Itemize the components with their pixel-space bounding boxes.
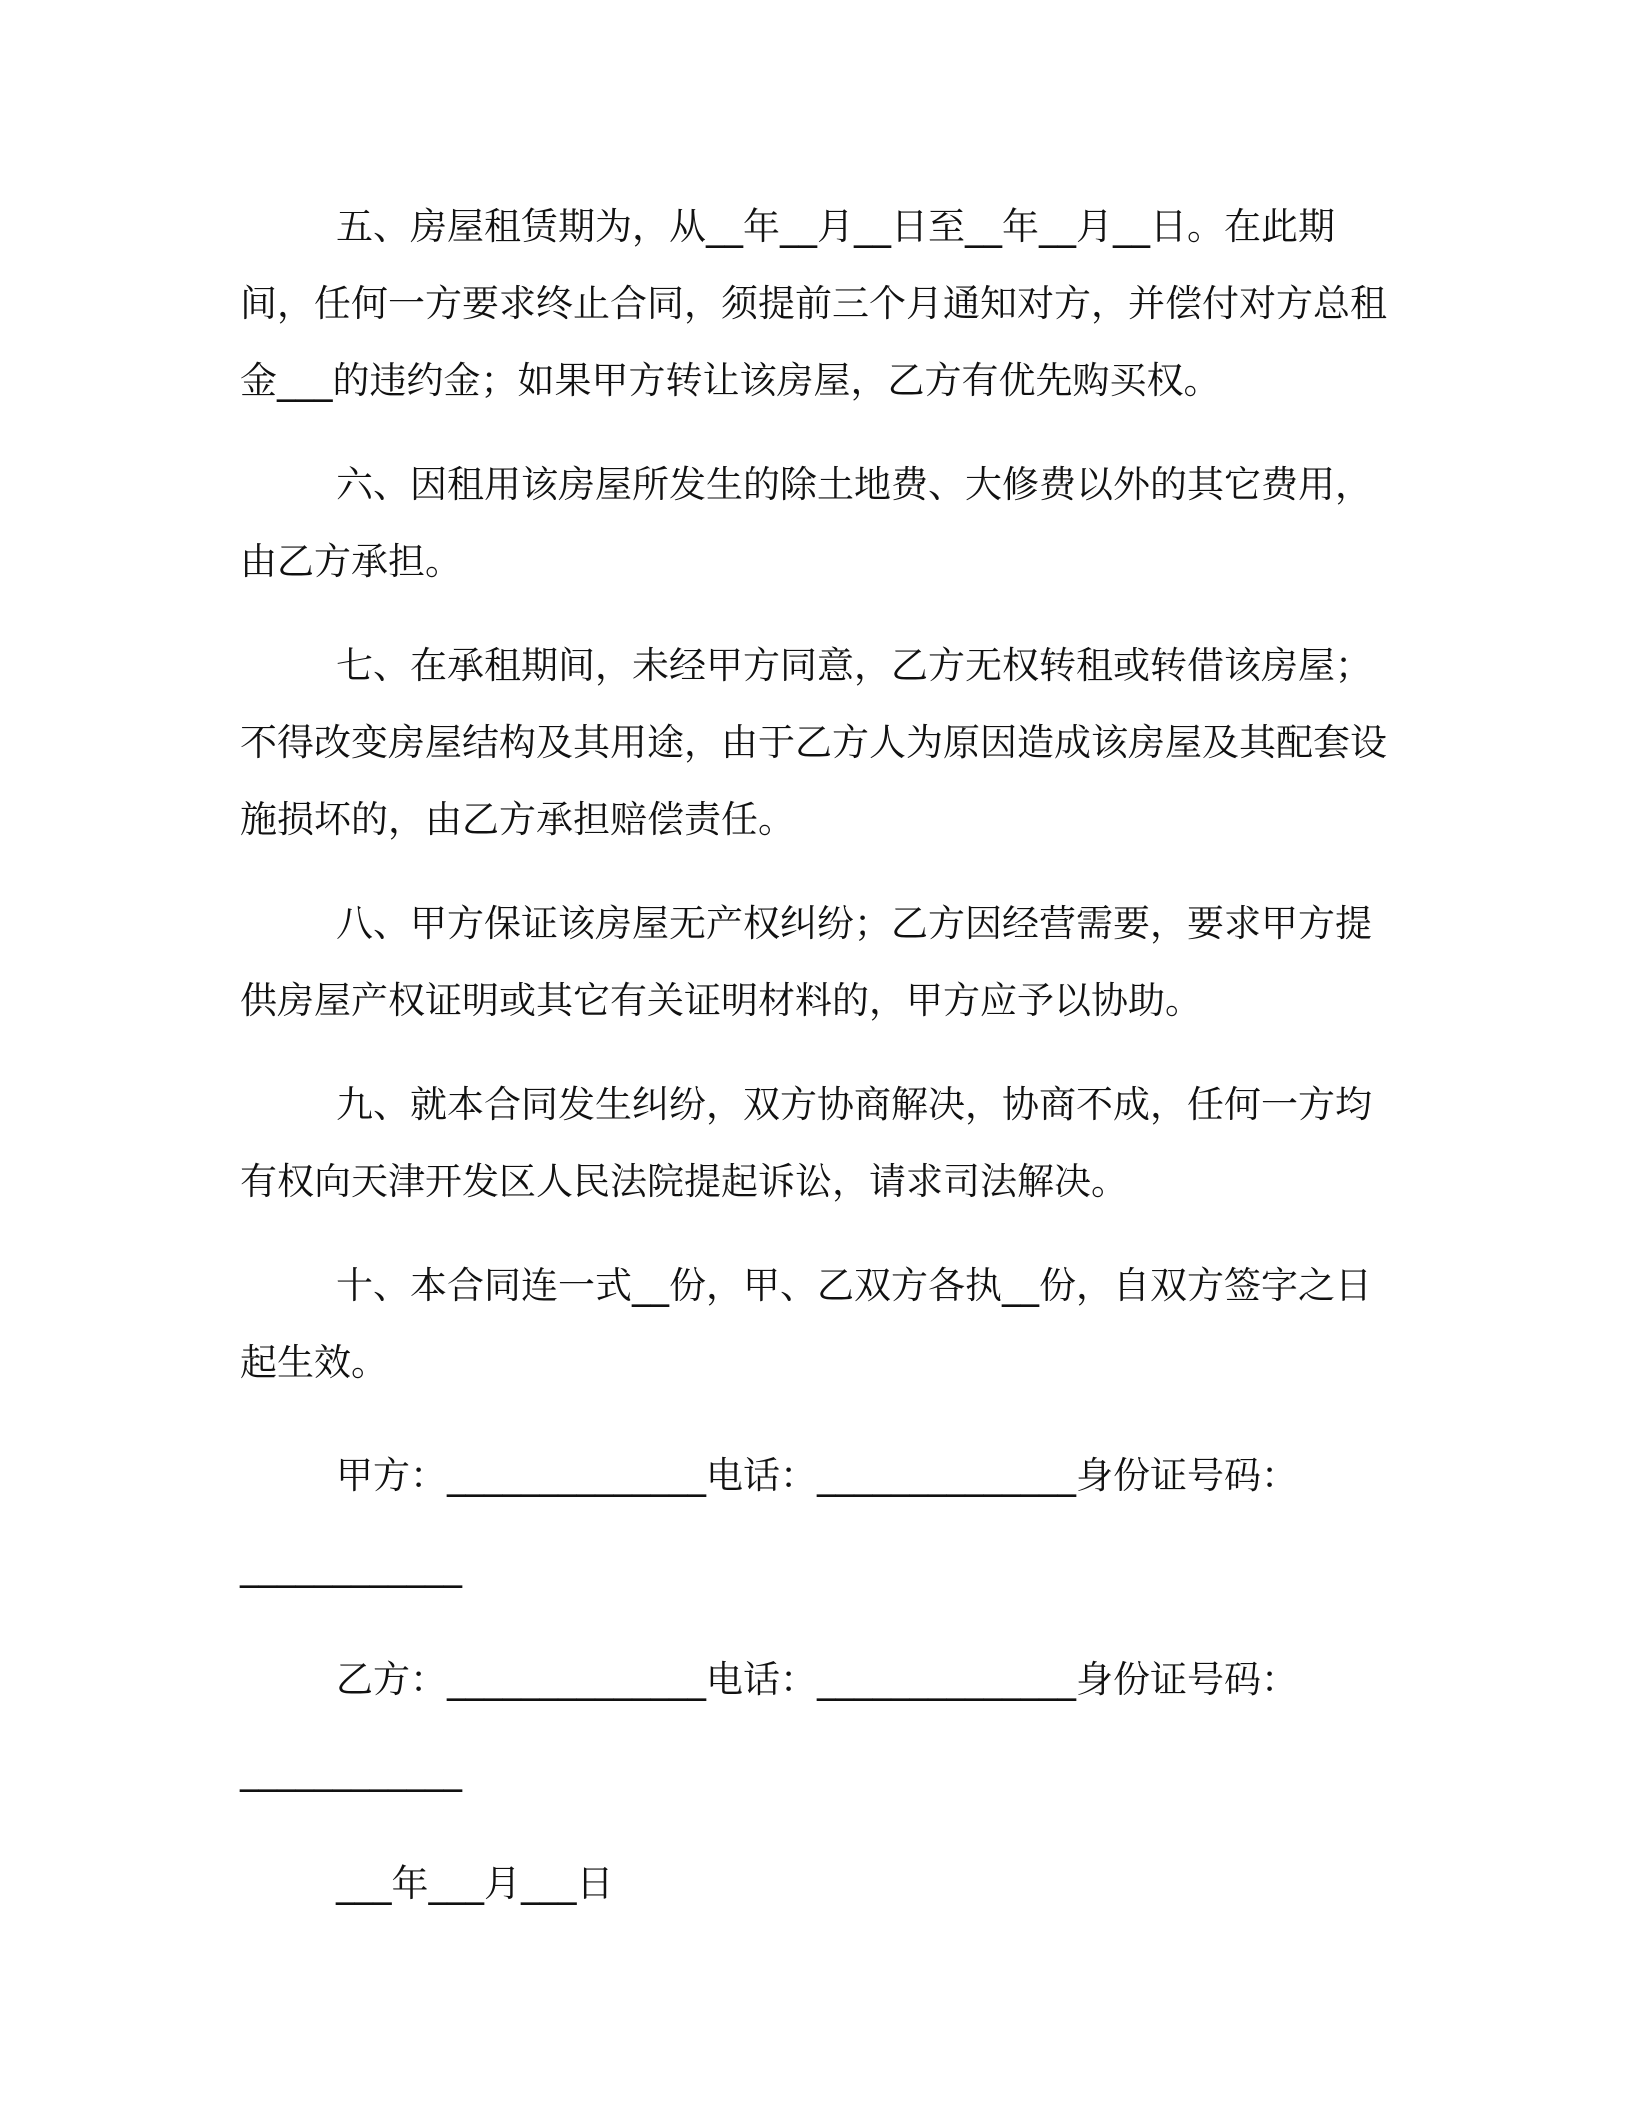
clause-8: 八、甲方保证该房屋无产权纠纷；乙方因经营需要，要求甲方提供房屋产权证明或其它有关证明材料的，甲方应予以协助。	[240, 902, 1372, 1022]
signing-date: ___年___月___日	[336, 1862, 614, 1905]
clause-6: 六、因租用该房屋所发生的除土地费、大修费以外的其它费用，由乙方承担。	[240, 463, 1372, 583]
contract-page	[240, 188, 1400, 1922]
clause-9: 九、就本合同发生纠纷，双方协商解决，协商不成，任何一方均有权向天津开发区人民法院提起诉讼，请求司法解决。	[240, 1083, 1372, 1203]
party-b-signature	[240, 1641, 1400, 1809]
party-a-id-rule: ____________	[240, 1545, 462, 1588]
clause-5: 五、房屋租赁期为，从__年__月__日至__年__月__日。在此期间，任何一方要求终止合同，须提前三个月通知对方，并偿付对方总租金___的违约金；如果甲方转让该房屋，乙方有优先购买权。	[240, 205, 1387, 402]
party-b-line: 乙方：______________电话：______________身份证号码：	[336, 1658, 1298, 1701]
party-a-signature	[240, 1437, 1400, 1605]
party-b-id-rule: ____________	[240, 1749, 462, 1792]
clause-7: 七、在承租期间，未经甲方同意，乙方无权转租或转借该房屋；不得改变房屋结构及其用途，由于乙方人为原因造成该房屋及其配套设施损坏的，由乙方承担赔偿责任。	[240, 644, 1387, 841]
party-a-line: 甲方：______________电话：______________身份证号码：	[336, 1454, 1298, 1497]
clause-10: 十、本合同连一式__份，甲、乙双方各执__份，自双方签字之日起生效。	[240, 1264, 1372, 1384]
